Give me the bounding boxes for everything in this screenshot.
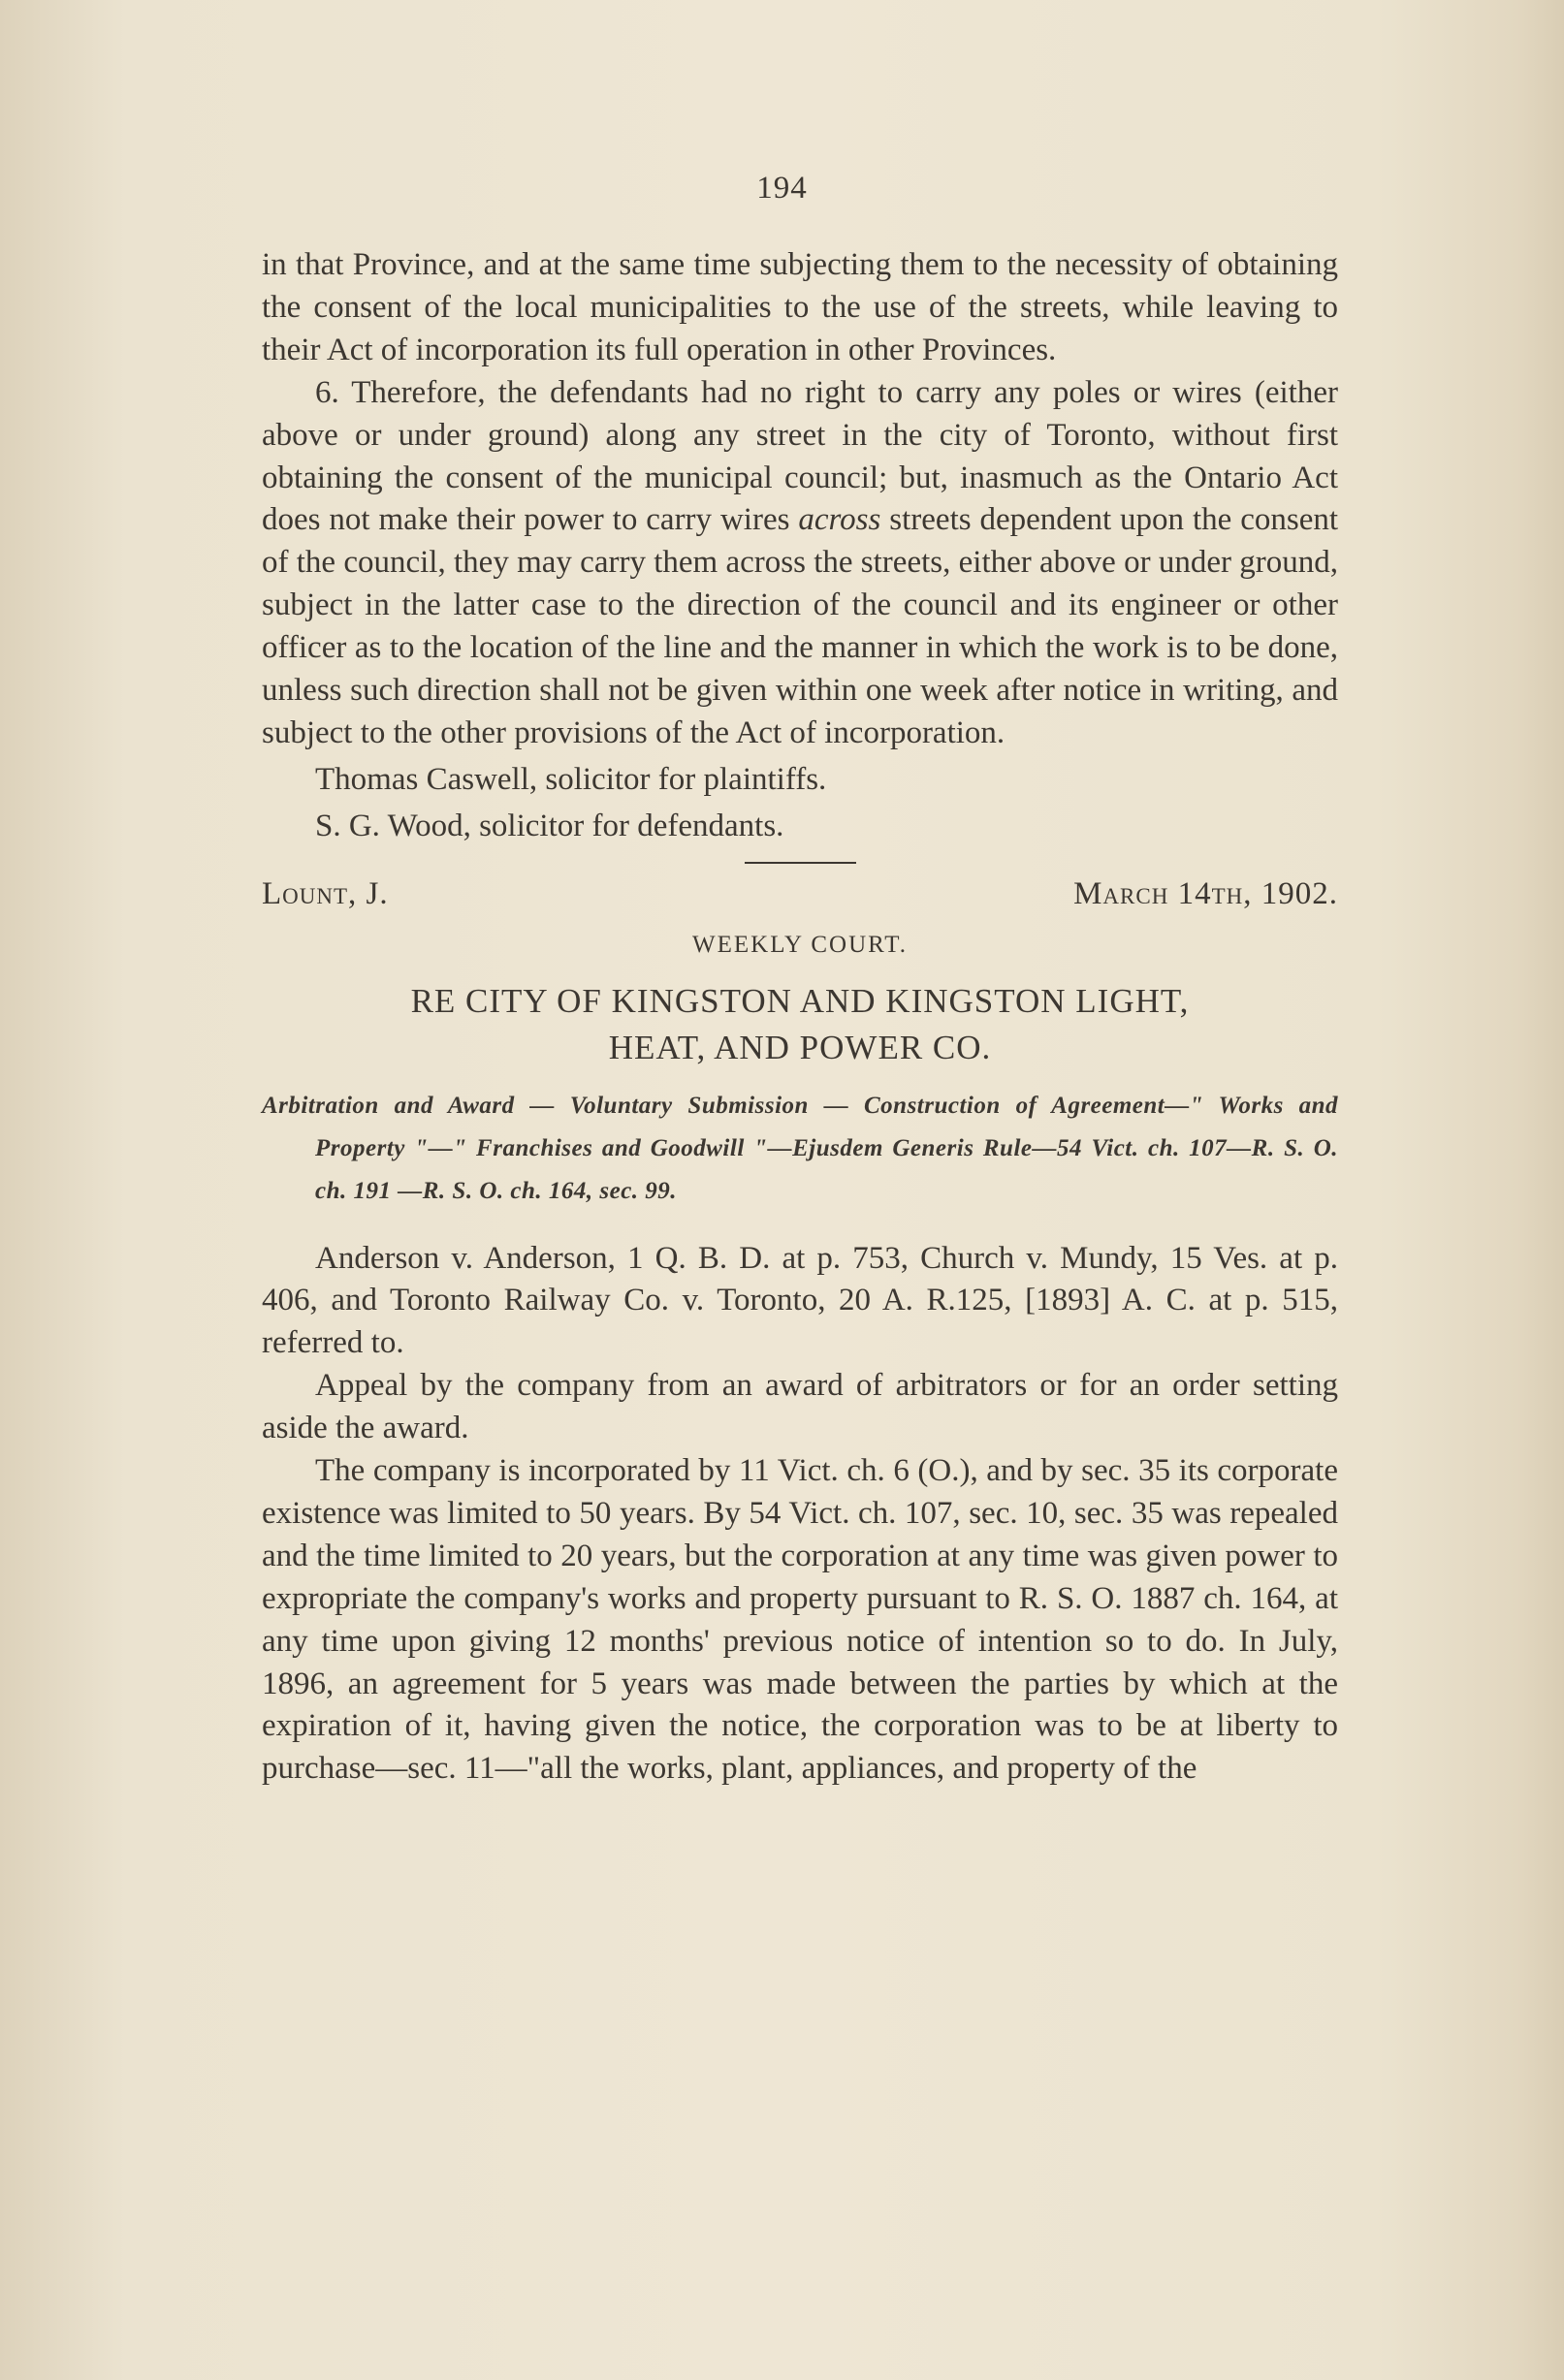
- case-title: [262, 978, 1338, 1071]
- page-body: [262, 244, 1338, 1791]
- case-title-line-2: HEAT, AND POWER CO.: [608, 1028, 992, 1066]
- plaintiffs-solicitor: Thomas Caswell, solicitor for plaintiffs.: [315, 761, 827, 797]
- paragraph-6-part-1: 6. Therefore, the defendants had no right to carry any poles or wires (either above or under ground) along any street in the city of Toronto, without first obtaining the consent of the municipal council; but, inasmuch as the Ontario Act does not make their power to carry wires: [262, 374, 1338, 538]
- paragraph-6-part-2: streets dependent upon the consent of the council, they may carry them across the streets, either above or under ground, subject in the latter case to the direction of the council and its engineer or other officer as to the location of the line and the manner in which the work is to be done, unless such direction shall not be given within one week after notice in writing, and subject to the other provisions of the Act of incorporation.: [262, 502, 1339, 750]
- case-title-line-1: RE CITY OF KINGSTON AND KINGSTON LIGHT,: [410, 981, 1190, 1020]
- italic-across: across: [798, 502, 881, 538]
- headnote: Arbitration and Award — Voluntary Submission — Construction of Agreement—" Works and Property "—" Franchises and Goodwill "—Ejusdem Generis Rule—54 Vict. ch. 107—R. S. O. ch. 191 —R. S. O. ch. 164, sec. 99.: [262, 1092, 1338, 1204]
- paragraph-6: [262, 372, 1338, 755]
- appeal-statement: Appeal by the company from an award of arbitrators or for an order setting aside the award.: [262, 1368, 1338, 1446]
- court-name: WEEKLY COURT.: [692, 931, 908, 958]
- facts-paragraph: The company is incorporated by 11 Vict. ch. 6 (O.), and by sec. 35 its corporate existence was limited to 50 years. By 54 Vict. ch. 107, sec. 10, sec. 35 was repealed and the time limited to 20 years, but the corporation at any time was given power to expropriate the company's works and property pursuant to R. S. O. 1887 ch. 164, at any time upon giving 12 months' previous notice of intention so to do. In July, 1896, an agreement for 5 years was made between the parties by which at the expiration of it, having given the notice, the corporation was to be at liberty to purchase—sec. 11—"all the works, plant, appliances, and property of the: [262, 1453, 1338, 1787]
- defendants-solicitor: S. G. Wood, solicitor for defendants.: [315, 808, 784, 843]
- page-number: 194: [756, 171, 808, 206]
- decision-date: March 14th, 1902.: [1073, 875, 1338, 911]
- paragraph-continued: in that Province, and at the same time subjecting them to the necessity of obtaining the consent of the local municipalities to the use of the streets, while leaving to their Act of incorporation its full operation in other Provinces.: [262, 247, 1338, 367]
- judge-date-line: [262, 873, 1338, 916]
- section-divider: [745, 862, 856, 864]
- judge-name: Lount, J.: [262, 875, 389, 911]
- cases-cited: Anderson v. Anderson, 1 Q. B. D. at p. 753, Church v. Mundy, 15 Ves. at p. 406, and Toronto Railway Co. v. Toronto, 20 A. R.125, [1893] A. C. at p. 515, referred to.: [262, 1240, 1338, 1361]
